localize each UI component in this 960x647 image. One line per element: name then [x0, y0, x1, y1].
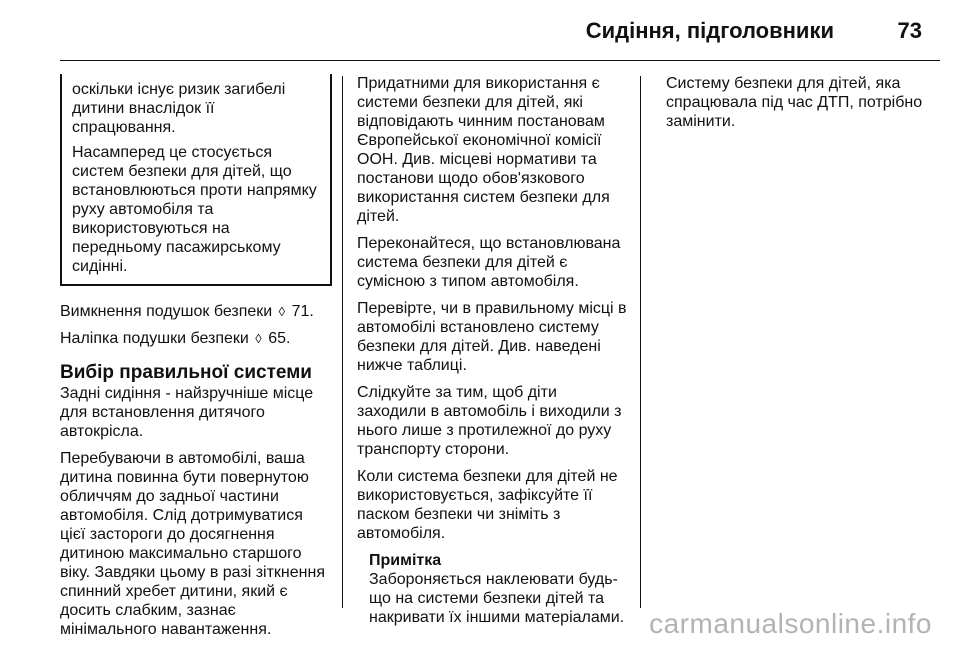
column-divider — [342, 76, 343, 608]
note-text: Забороняється наклеювати будь-що на системи безпеки дітей та накривати їх іншими матеріалами. — [369, 571, 625, 626]
paragraph: Придатними для використання є системи безпеки для дітей, які відповідають чинним постановам Європейської економічної комісії ООН. Див. місцеві нормативи та постанови щодо обов'язкового використання систем безпеки для дітей. — [357, 75, 610, 225]
paragraph: Систему безпеки для дітей, яка спрацювала під час ДТП, потрібно замінити. — [666, 75, 923, 130]
header-rule — [60, 60, 940, 61]
paragraph: Коли система безпеки для дітей не використовується, зафіксуйте її паском безпеки чи зніміть з автомобіля. — [357, 468, 618, 542]
paragraph: Перевірте, чи в правильному місці в автомобілі встановлено систему безпеки для дітей. Див. наведені нижче таблиці. — [357, 300, 627, 374]
column-right — [666, 74, 944, 139]
reference-page: 65. — [268, 330, 291, 347]
page-number: 73 — [897, 18, 922, 43]
watermark: carmanualsonline.info — [649, 608, 932, 639]
reference-arrow-icon: ◊ — [255, 331, 262, 346]
warning-box — [60, 74, 332, 286]
column-divider — [640, 76, 641, 608]
reference-page: 71. — [291, 303, 314, 320]
warning-continued-text: оскільки існує ризик загибелі дитини внаслідок її спрацювання. — [72, 81, 286, 136]
reference-text: Наліпка подушки безпеки — [60, 330, 249, 347]
paragraph: Задні сидіння - найзручніше місце для встановлення дитячого автокрісла. — [60, 385, 314, 440]
cross-reference-airbag-label — [60, 329, 332, 348]
column-middle — [357, 74, 629, 627]
note-block — [357, 551, 629, 627]
page-title: Сидіння, підголовники — [585, 18, 834, 43]
note-heading: Примітка — [369, 552, 442, 569]
section-heading: Вибір правильної системи — [60, 362, 312, 383]
column-left — [60, 74, 332, 647]
reference-text: Вимкнення подушок безпеки — [60, 303, 273, 320]
paragraph: Перебуваючи в автомобілі, ваша дитина повинна бути повернутою обличчям до задньої частини автомобіля. Слід дотримуватися цієї застороги до досягнення дитиною максимально старшого віку. Завдяки цьому в разі зіткнення спинний хребет дитини, який є досить слабким, зазнає мінімального навантаження. — [60, 450, 325, 638]
warning-text: Насамперед це стосується систем безпеки для дітей, що встановлюються проти напрямку руху автомобіля та використовуються на передньому пасажирському сидінні. — [72, 144, 317, 275]
cross-reference-airbag-deactivation — [60, 302, 332, 321]
reference-arrow-icon: ◊ — [278, 304, 286, 319]
paragraph: Слідкуйте за тим, щоб діти заходили в автомобіль і виходили з нього лише з протилежної до руху транспорту сторони. — [357, 384, 622, 458]
paragraph: Переконайтеся, що встановлювана система безпеки для дітей є сумісною з типом автомобіля. — [357, 235, 621, 290]
